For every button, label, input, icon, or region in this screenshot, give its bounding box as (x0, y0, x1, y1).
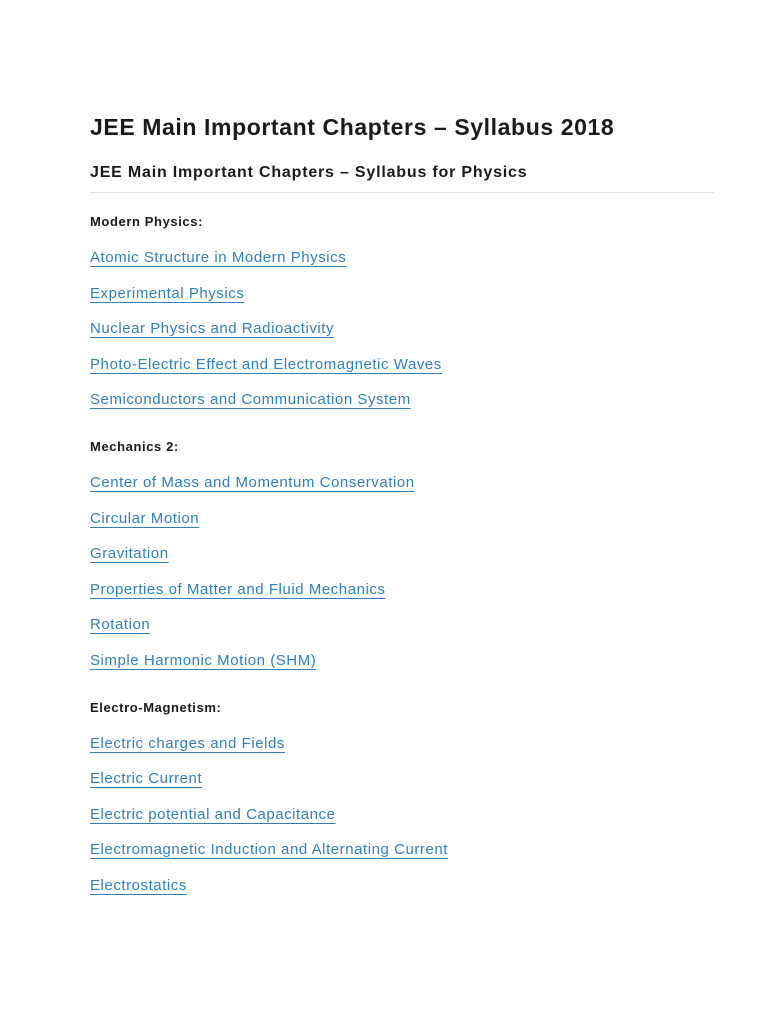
list-item (90, 651, 714, 687)
list-item (90, 769, 714, 805)
chapter-link[interactable]: Center of Mass and Momentum Conservation (90, 473, 415, 491)
chapter-link[interactable]: Photo-Electric Effect and Electromagnetic Waves (90, 355, 442, 373)
list-item (90, 840, 714, 876)
chapter-link-list (90, 473, 714, 687)
chapter-link[interactable]: Gravitation (90, 545, 169, 563)
chapter-link[interactable]: Simple Harmonic Motion (SHM) (90, 651, 317, 669)
chapter-link[interactable]: Electric potential and Capacitance (90, 805, 336, 823)
chapter-link[interactable]: Electric Current (90, 770, 203, 788)
list-item (90, 355, 714, 391)
chapter-link-list (90, 248, 714, 426)
chapter-link[interactable]: Electrostatics (90, 876, 187, 894)
list-item (90, 544, 714, 580)
chapter-group-label: Electro-Magnetism: (90, 699, 222, 715)
article-content (90, 112, 714, 912)
list-item (90, 876, 714, 912)
chapter-link[interactable]: Electric charges and Fields (90, 734, 285, 752)
list-item (90, 390, 714, 426)
chapter-link[interactable]: Atomic Structure in Modern Physics (90, 249, 347, 266)
chapter-group-mechanics-2 (90, 438, 714, 687)
chapter-link[interactable]: Experimental Physics (90, 284, 245, 302)
list-item (90, 580, 714, 616)
list-item (90, 473, 714, 509)
chapter-link[interactable]: Semiconductors and Communication System (90, 391, 411, 409)
chapter-link-list (90, 734, 714, 912)
chapter-group-label: Mechanics 2: (90, 438, 179, 454)
list-item (90, 734, 714, 770)
chapter-group-label: Modern Physics: (90, 214, 204, 229)
chapter-group-modern-physics (90, 213, 714, 426)
chapter-link[interactable]: Nuclear Physics and Radioactivity (90, 320, 335, 338)
list-item (90, 805, 714, 841)
list-item (90, 319, 714, 355)
list-item (90, 248, 714, 284)
list-item (90, 284, 714, 320)
list-item (90, 509, 714, 545)
chapter-link[interactable]: Electromagnetic Induction and Alternating Current (90, 841, 448, 859)
chapter-link[interactable]: Properties of Matter and Fluid Mechanics (90, 580, 386, 598)
section-heading-physics: JEE Main Important Chapters – Syllabus for Physics (90, 163, 714, 193)
chapter-link[interactable]: Circular Motion (90, 509, 200, 527)
chapter-link[interactable]: Rotation (90, 616, 151, 634)
page-title: JEE Main Important Chapters – Syllabus 2018 (90, 114, 615, 140)
list-item (90, 615, 714, 651)
chapter-group-electro-magnetism (90, 699, 714, 912)
